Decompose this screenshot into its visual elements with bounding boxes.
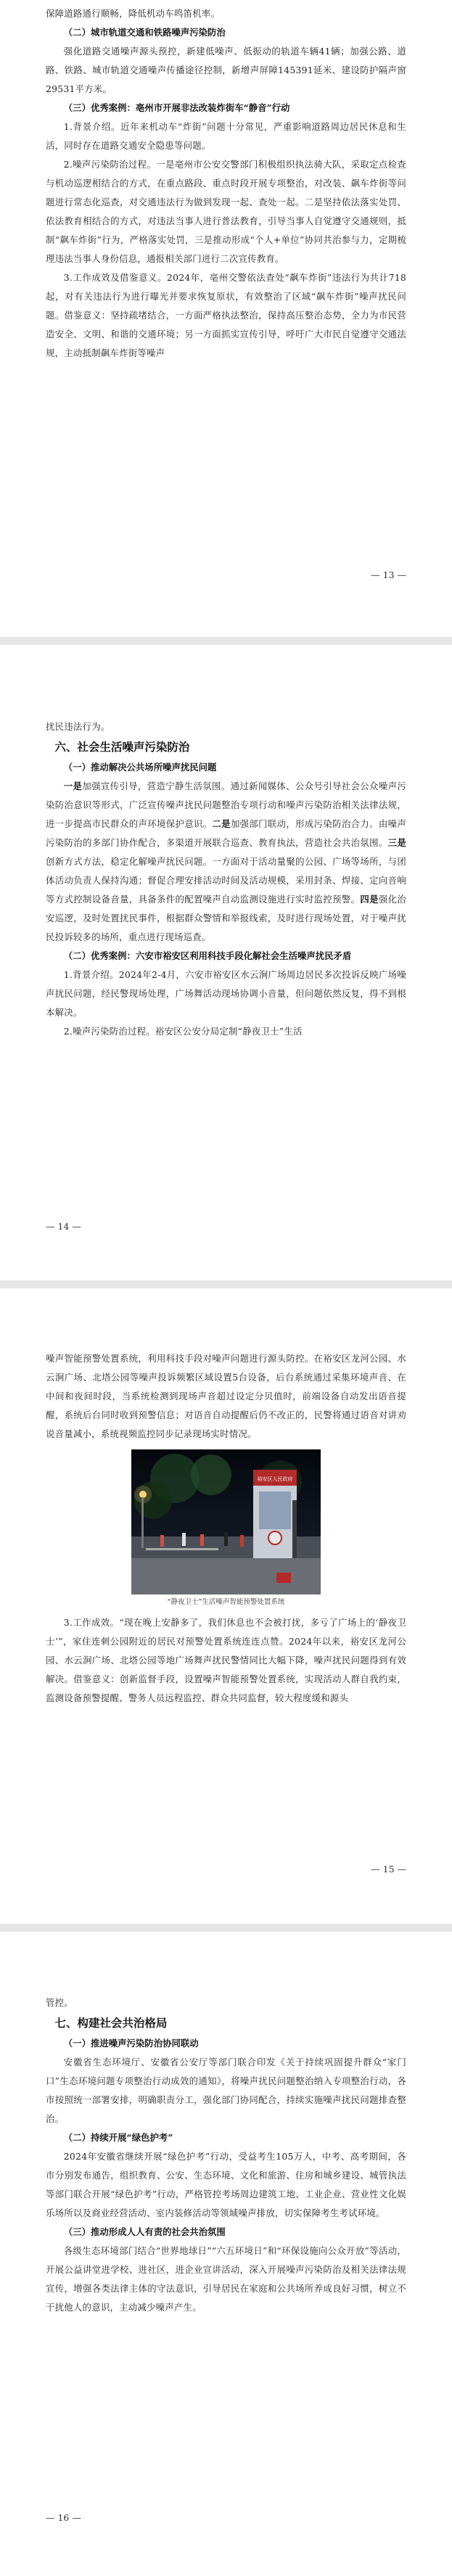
paragraph: 保障道路通行顺畅，降低机动车鸣笛机率。 bbox=[46, 8, 221, 19]
page-number: — 16 — bbox=[46, 2512, 81, 2523]
paragraph: 1.背景介绍。2024年2-4月，六安市裕安区水云涧广场周边居民多次投诉反映广场噪声扰民问题，经民警现场处理，广场舞活动现场协调小音量，但问题依然反复，得不到根本解决。 bbox=[46, 969, 406, 1018]
paragraph: 3.工作成效及借鉴意义。2024年，亳州交警依法查处“飙车炸街”违法行为共计718起，对有关违法行为进行曝光并要求恢复原状，有效整治了区域“飙车炸街”噪声扰民问题。借鉴意义：坚持疏堵结合，一方面严格执法整治，保持高压整治态势，全力为市民营造安全、文明、和谐的交通环境；另一方面抓实宣传引导，呼吁广大市民自觉遵守交通法规，主动抵制飙车炸街等噪声 bbox=[46, 272, 406, 358]
text-run: 加强部门联动，形成污染防治合力。由噪声污染防治的多部门协作配合，多渠道开展联合巡查、教育执法，营造社会共治氛围。 bbox=[46, 818, 407, 848]
section-heading: （三）推动形成人人有责的社会共治氛围 bbox=[63, 2226, 226, 2237]
paragraph: 各级生态环境部门结合“世界地球日”“六五环境日”和“环保设施向公众开放”等活动，开展公益讲堂进学校、进社区，进企业宣讲活动，深入开展噪声污染防治及相关法律法规宣传，增强各类法律主体的守法意识，引导居民在家庭和公共场所养成良好习惯，树立不干扰他人的意识，主动减少噪声产生。 bbox=[46, 2245, 406, 2313]
emphasis-lead: 四是 bbox=[360, 894, 379, 905]
photo-caption: “静夜卫士”生活噪声智能预警处置系统 bbox=[167, 1598, 285, 1606]
section-heading: （一）推动解决公共场所噪声扰民问题 bbox=[63, 762, 217, 773]
section-heading: （一）推进噪声污染防治协同联动 bbox=[63, 2038, 199, 2049]
paragraph: 3.工作成效。“现在晚上安静多了，我们休息也不会被打扰，多亏了广场上的‘静夜卫士’”，家住连刺公园附近的居民对预警处置系统连连点赞。2024年以来，裕安区龙河公园、水云涧广场、北塔公园等地广场舞声扰民警情同比大幅下降，噪声扰民问题得到有效解决。借鉴意义：创新监督手段，设置噪声智能预警处置系统，实现活动人群自我约束，监测设备预警提醒、警务人员远程监控、群众共同监督，较大程度缓和源头 bbox=[46, 1617, 406, 1703]
section-heading: （二）持续开展“绿色护考” bbox=[63, 2132, 173, 2143]
chapter-heading: 六、社会生活噪声污染防治 bbox=[54, 741, 190, 754]
paragraph: 扰民违法行为。 bbox=[46, 721, 110, 732]
page-13 bbox=[0, 0, 452, 637]
page-number: — 15 — bbox=[371, 1864, 406, 1875]
page-number: — 14 — bbox=[46, 1221, 81, 1232]
paragraph: 安徽省生态环境厅、安徽省公安厅等部门联合印发《关于持续巩固提升群众“家门口”生态环境问题专项整治行动成效的通知》，将噪声扰民问题整治纳入专项整治行动，各市按照统一部署安排，明确职责分工，强化部门协同配合，持续实施噪声扰民问题排查整治。 bbox=[46, 2057, 406, 2124]
emphasis-lead: 三是 bbox=[387, 837, 407, 848]
paragraph: 噪声智能预警处置系统，利用科技手段对噪声问题进行源头防控。在裕安区龙河公园、水云涧广场、北塔公园等噪声投诉频繁区域设置5台设备，后台系统通过采集环境声音、在中间和夜间时段，当系统检测到现场声音超过设定分贝值时，前端设备自动发出语音提醒，系统后台同时收到预警信息；对语音自动提醒后仍不改正的，民警将通过语音对讲劝说音量减小，系统视频监控同步记录现场实时情况。 bbox=[46, 1353, 406, 1439]
page-15 bbox=[0, 1288, 452, 1924]
page-number: — 13 — bbox=[371, 569, 406, 580]
emphasis-lead: 二是 bbox=[212, 818, 231, 829]
page-14 bbox=[0, 645, 452, 1280]
page-16 bbox=[0, 1932, 452, 2576]
paragraph: 2.噪声污染防治过程。裕安区公安分局定制“静夜卫士”生活 bbox=[63, 1026, 303, 1037]
text-run: 加强宣传引导，营造宁静生活氛围。通过新闻媒体、公众号引导社会公众噪声污染防治意识等形式，广泛宣传噪声扰民问题整治专项行动和噪声污染防治相关法律法规，进一步提高市民群众的声环境保护意识。 bbox=[46, 781, 406, 829]
paragraph: 强化道路交通噪声源头预控，新建低噪声、低振动的轨道车辆41辆；加强公路、道路、铁路、城市轨道交通噪声传播途径控制，新增声屏障145391延米、建设防护隔声窗29531平方米。 bbox=[46, 46, 406, 94]
chapter-heading: 七、构建社会共治格局 bbox=[54, 2017, 168, 2030]
case-heading: （二）优秀案例：六安市裕安区利用科技手段化解社会生活噪声扰民矛盾 bbox=[63, 950, 352, 961]
case-heading: （三）优秀案例：亳州市开展非法改装炸街车“静音”行动 bbox=[63, 102, 290, 113]
paragraph bbox=[46, 777, 406, 947]
paragraph: 1.背景介绍。近年来机动车“炸街”问题十分常见，严重影响道路周边居民休息和生活，同时存在道路交通安全隐患等问题。 bbox=[46, 121, 406, 151]
text-run: 创新方式方法，稳定化解噪声扰民问题。一方面对于活动量聚的公园、广场等场所，与团体活动负责人保持沟通；督促合理安排活动时间及活动规模，采用封条、焊接、定向音响等方式控制设备音量，具备条件的配置噪声自动监测设施进行实时监控预警。 bbox=[46, 856, 406, 905]
emphasis-lead: 一是 bbox=[63, 781, 83, 791]
section-heading: （二）城市轨道交通和铁路噪声污染防治 bbox=[63, 27, 226, 38]
signboard-text: 裕安区人民政府 bbox=[257, 1476, 293, 1482]
park-night-illustration bbox=[131, 1449, 321, 1594]
paragraph: 2.噪声污染防治过程。一是亳州市公安交警部门积极组织执法骑大队，采取定点检查与机动巡逻相结合的方式，在重点路段、重点时段开展专项整治，对改装、飙车炸街等问题进行常态化巡查，对交通违法行为做到发现一起、查处一起。二是坚持依法落实处罚、依法教育相结合的方式，对违法当事人进行普法教育，引导当事人自觉遵守交通规则，抵制“飙车炸街”行为，严格落实处罚，三是推动形成“个人+单位”协同共治参与力，定期梳理违法当事人身份信息，通报相关部门进行二次宣传教育。 bbox=[46, 159, 406, 264]
paragraph: 管控。 bbox=[46, 1997, 73, 2008]
park-night-photo bbox=[131, 1449, 321, 1594]
text-run: 强化治安巡逻，及时处置扰民事件，根据群众警情和举报线索，及时进行现场处置，对于噪声扰民投诉较多的场所，重点进行现场巡查。 bbox=[46, 894, 407, 942]
paragraph: 2024年安徽省继续开展“绿色护考”行动，受益考生105万人，中考、高考期间，各市分别发布通告，组织教育、公安、生态环境、文化和旅游、住房和城乡建设、城管执法等部门联合开展“绿色护考”行动，严格管控考场周边建筑工地、工业企业、营业性文化娱乐场所以及商业经营活动、室内装修活动等领域噪声排放，切实保障考生考试环境。 bbox=[46, 2151, 406, 2218]
